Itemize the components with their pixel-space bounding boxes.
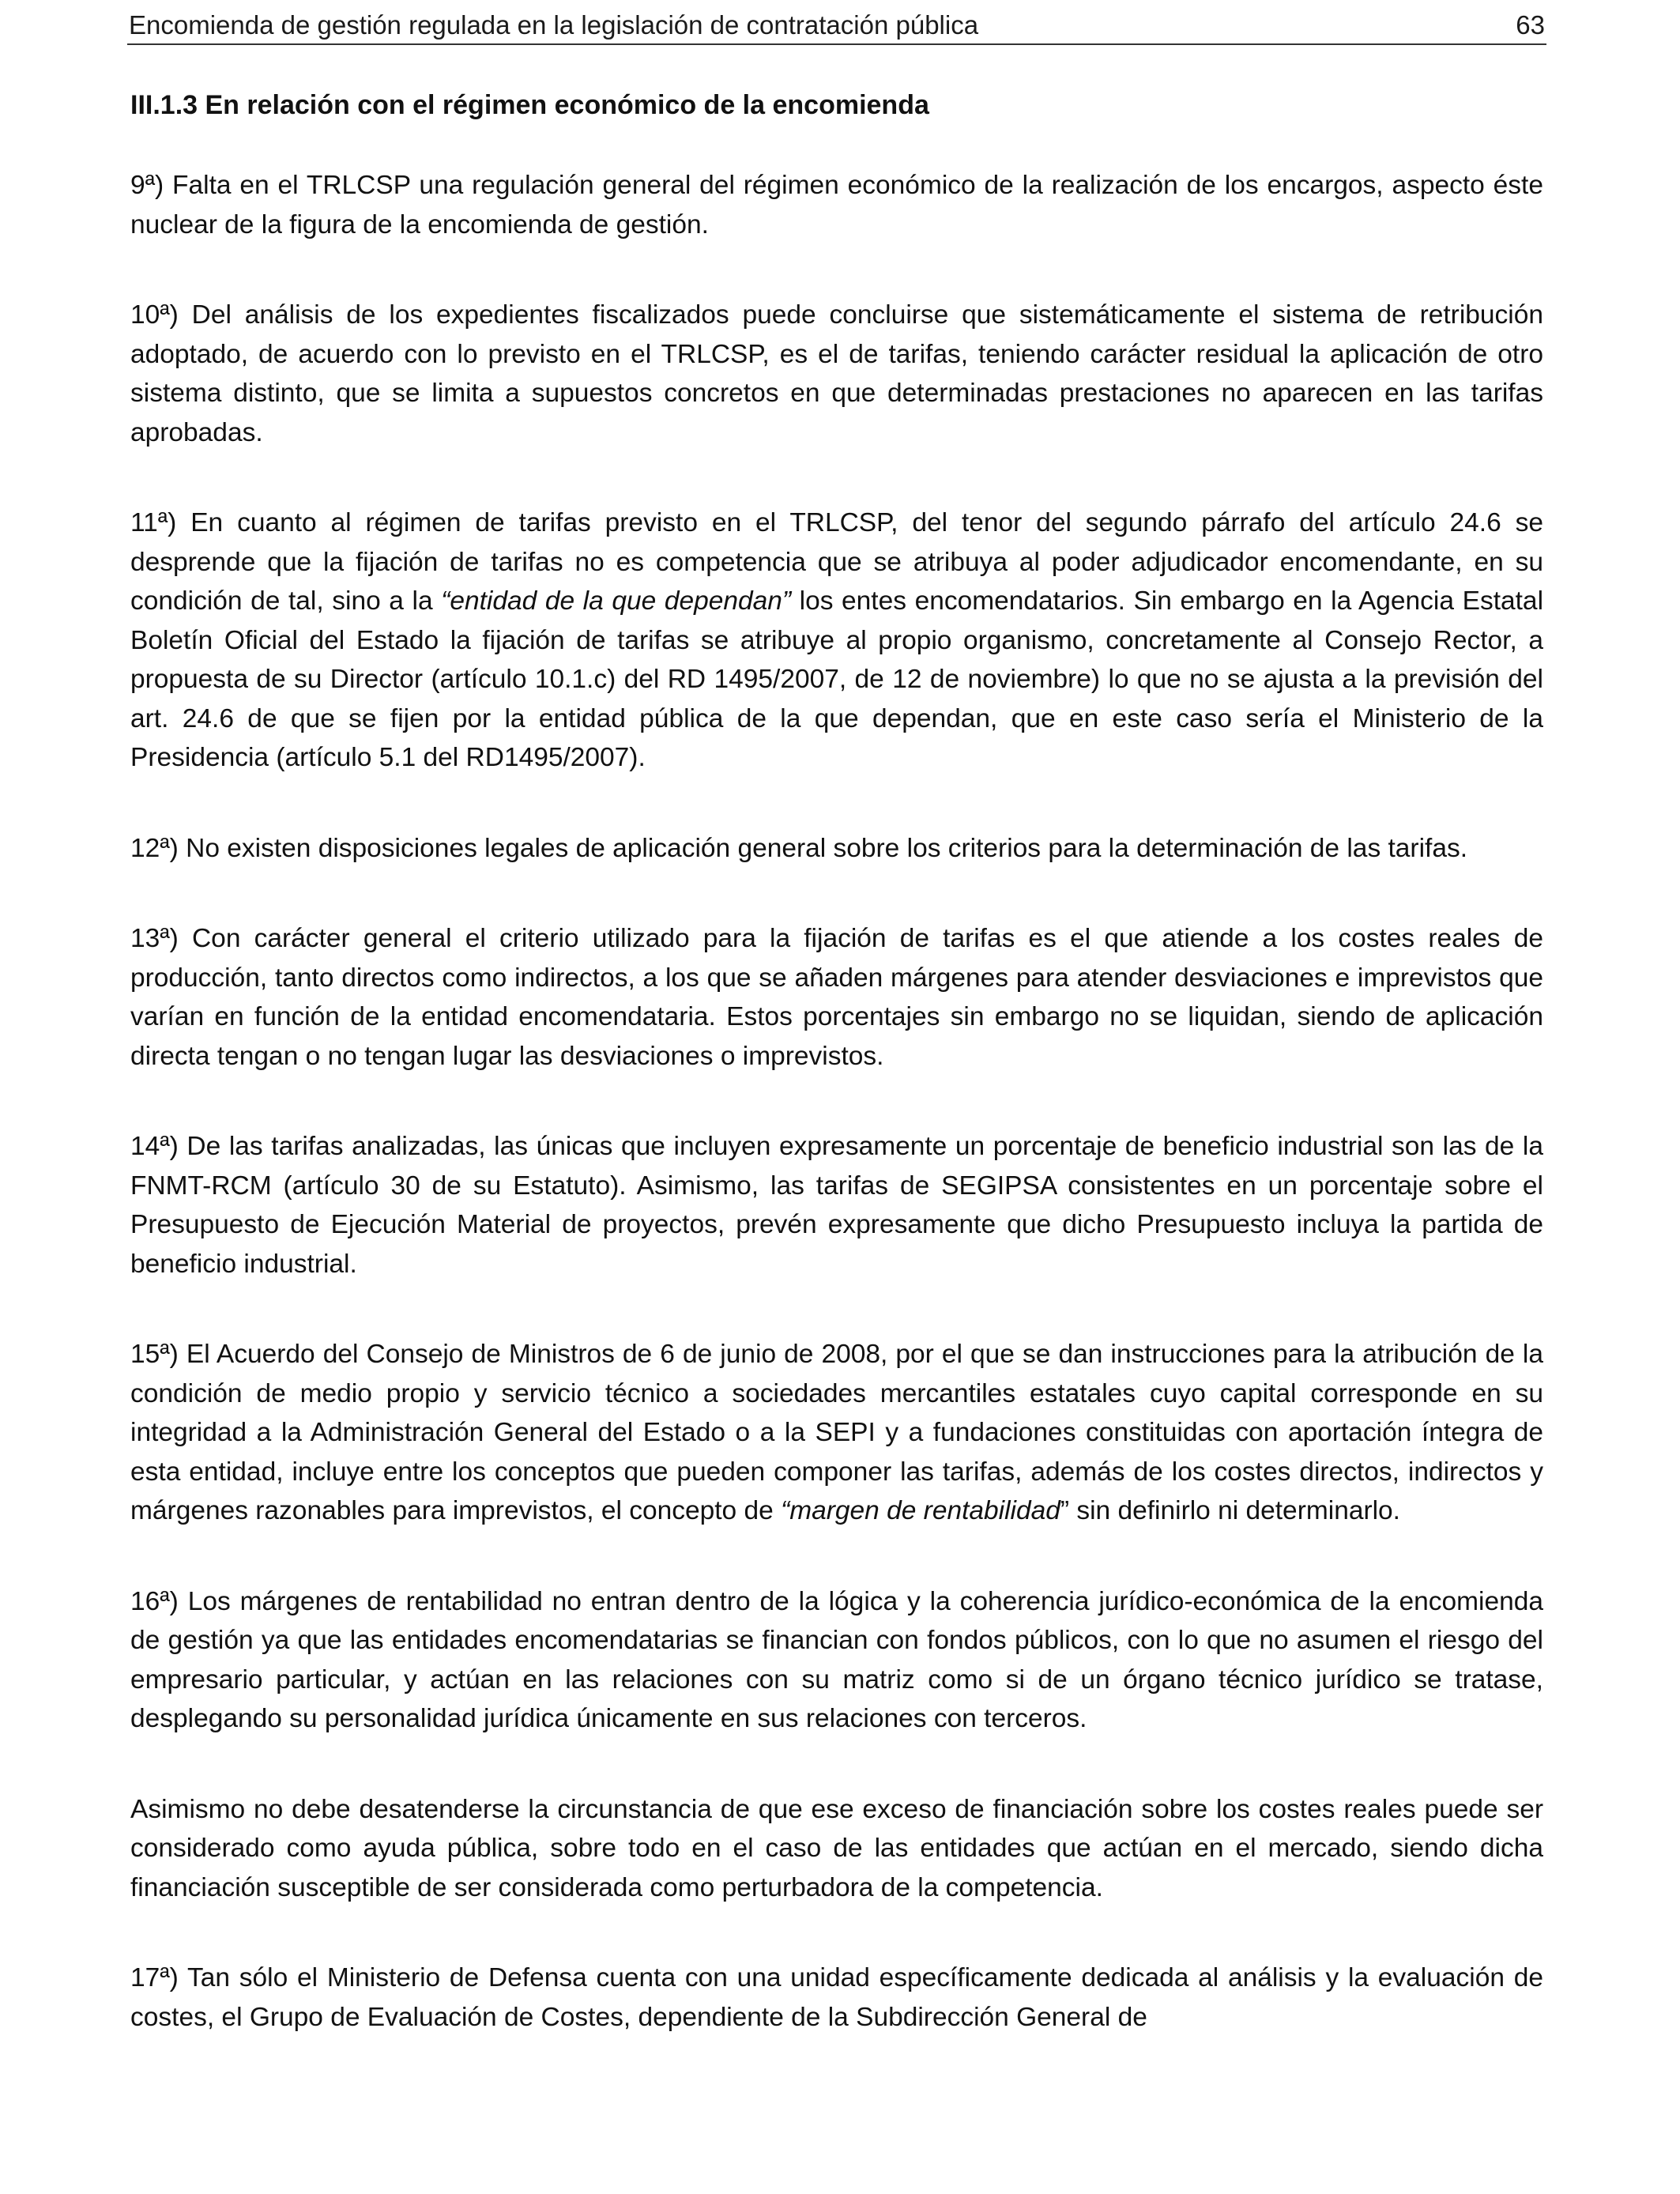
paragraph-10: 10ª) Del análisis de los expedientes fiscalizados puede concluirse que sistemáticamente el sistema de retribución adoptado, de acuerdo con lo previsto en el TRLCSP, es el de tarifas, teniendo carácter residual la aplicación de otro sistema distinto, que se limita a supuestos concretos en que determinadas prestaciones no aparecen en las tarifas aprobadas. <box>130 300 1543 447</box>
paragraph-9: 9ª) Falta en el TRLCSP una regulación general del régimen económico de la realización de los encargos, aspecto éste nuclear de la figura de la encomienda de gestión. <box>130 171 1543 239</box>
paragraph-11-part-a: 11ª) En cuanto al régimen de tarifas previsto en el TRLCSP, del tenor del segundo párrafo del artículo 24.6 se desprende que la fijación de tarifas no es competencia que se atribuya al poder adjudicador encomendante, en su condición de tal, sino a la <box>130 508 1543 616</box>
paragraph-11 <box>130 503 1543 778</box>
paragraph-16-continuation: Asimismo no debe desatenderse la circunstancia de que ese exceso de financiación sobre los costes reales puede ser considerado como ayuda pública, sobre todo en el caso de las entidades que actúan en el mercado, siendo dicha financiación susceptible de ser considerada como perturbadora de la competencia. <box>130 1794 1543 1902</box>
paragraph-11-quote: “entidad de la que dependan” <box>441 586 792 616</box>
running-title: Encomienda de gestión regulada en la legislación de contratación pública <box>129 10 979 40</box>
paragraph-13: 13ª) Con carácter general el criterio utilizado para la fijación de tarifas es el que atiende a los costes reales de producción, tanto directos como indirectos, a los que se añaden márgenes para atender desviaciones e imprevistos que varían en función de la entidad encomendataria. Estos porcentajes sin embargo no se liquidan, siendo de aplicación directa tengan o no tengan lugar las desviaciones o imprevistos. <box>130 924 1543 1071</box>
paragraph-14: 14ª) De las tarifas analizadas, las únicas que incluyen expresamente un porcentaje de beneficio industrial son las de la FNMT-RCM (artículo 30 de su Estatuto). Asimismo, las tarifas de SEGIPSA consistentes en un porcentaje sobre el Presupuesto de Ejecución Material de proyectos, prevén expresamente que dicho Presupuesto incluya la partida de beneficio industrial. <box>130 1132 1543 1279</box>
section-heading: III.1.3 En relación con el régimen económico de la encomienda <box>130 90 929 120</box>
header-rule <box>127 43 1546 45</box>
paragraph-17: 17ª) Tan sólo el Ministerio de Defensa cuenta con una unidad específicamente dedicada al análisis y la evaluación de costes, el Grupo de Evaluación de Costes, dependiente de la Subdirección General de <box>130 1963 1543 2032</box>
paragraph-16: 16ª) Los márgenes de rentabilidad no entran dentro de la lógica y la coherencia jurídico-económica de la encomienda de gestión ya que las entidades encomendatarias se financian con fondos públicos, con lo que no asumen el riesgo del empresario particular, y actúan en las relaciones con su matriz como si de un órgano técnico jurídico se tratase, desplegando su personalidad jurídica únicamente en sus relaciones con terceros. <box>130 1586 1543 1733</box>
page-header <box>129 6 1545 44</box>
paragraph-15 <box>130 1335 1543 1531</box>
paragraph-15-part-a: 15ª) El Acuerdo del Consejo de Ministros de 6 de junio de 2008, por el que se dan instrucciones para la atribución de la condición de medio propio y servicio técnico a sociedades mercantiles estatales cuyo capital corresponde en su integridad a la Administración General del Estado o a la SEPI y a fundaciones constituidas con aportación íntegra de esta entidad, incluye entre los conceptos que pueden componer las tarifas, además de los costes directos, indirectos y márgenes razonables para imprevistos, el concepto de <box>130 1340 1543 1525</box>
paragraph-12: 12ª) No existen disposiciones legales de aplicación general sobre los criterios para la determinación de las tarifas. <box>130 833 1468 863</box>
page-body <box>130 85 1543 2037</box>
paragraph-15-quote: “margen de rentabilidad <box>781 1496 1060 1525</box>
page-number: 63 <box>1516 10 1545 40</box>
paragraph-11-part-b: los entes encomendatarios. Sin embargo en la Agencia Estatal Boletín Oficial del Estado la fijación de tarifas se atribuye al propio organismo, concretamente al Consejo Rector, a propuesta de su Director (artículo 10.1.c) del RD 1495/2007, de 12 de noviembre) lo que no se ajusta a la previsión del art. 24.6 de que se fijen por la entidad pública de la que dependan, que en este caso sería el Ministerio de la Presidencia (artículo 5.1 del RD1495/2007). <box>130 586 1544 772</box>
paragraph-15-part-b: ” sin definirlo ni determinarlo. <box>1060 1496 1400 1525</box>
